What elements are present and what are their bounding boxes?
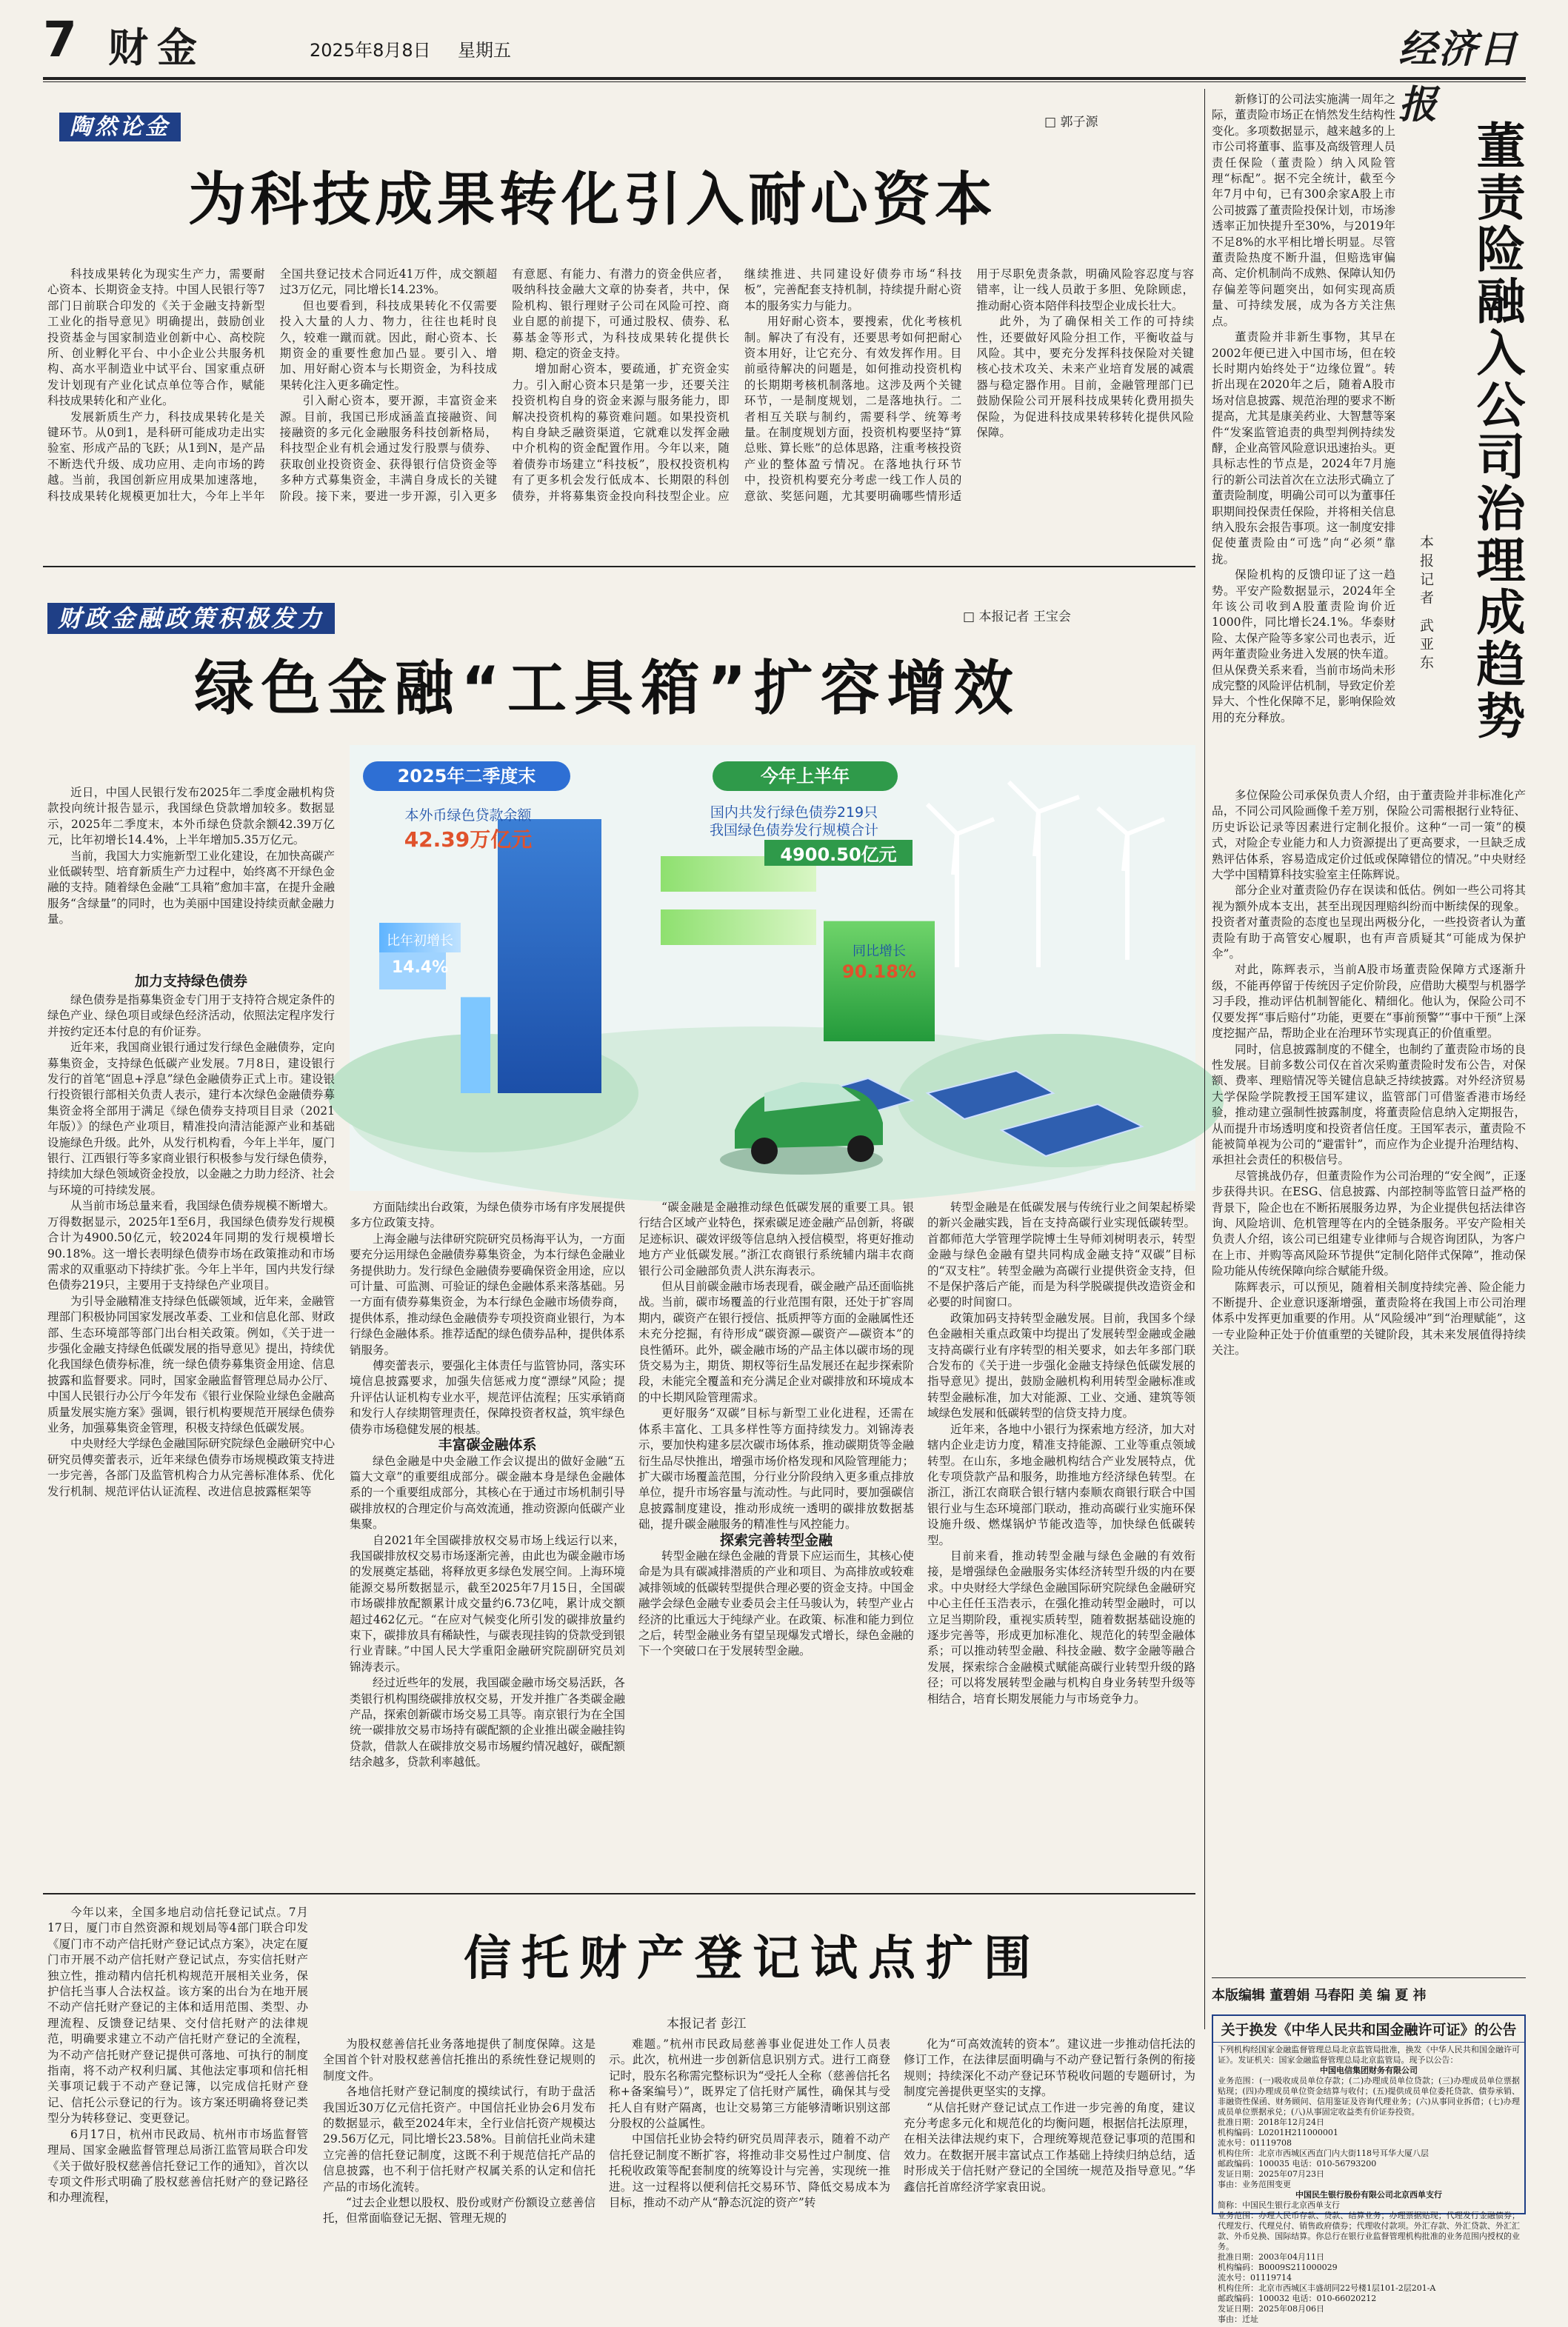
notice-body xyxy=(1213,2043,1524,2327)
paragraph: 6月17日，杭州市民政局、杭州市市场监督管理局、国家金融监督管理总局浙江监管局联合印发《关于做好股权慈善信托登记工作的通知》，首次以专项文件形式明确了股权慈善信托财产的登记路径和办理流程， xyxy=(47,2127,308,2205)
article-body xyxy=(47,1905,308,2216)
paragraph: 中国信托业协会特约研究员周萍表示，随着不动产信托登记制度不断扩容，将推动非交易性过户制度、信托税收政策等配套制度的统筹设计与完善，实现统一推进。这一过程将以便利信托交易环节、降低交易成本为目标，推动不动产从“静态沉淀的资产”转 xyxy=(609,2132,890,2210)
infographic xyxy=(350,745,1195,1191)
paragraph: 上海金融与法律研究院研究员杨海平认为，一方面要充分运用绿色金融债券募集资金，为本行绿色金融业务提供助力。发行绿色金融债券要确保资金用途，应以可计量、可监测、可验证的绿色金融体系来落基础。另一方面有债券募集资金，为本行绿色金融市场债券商，提供体系，推动绿色金融债券专项投资商业银行，为本行绿色金融体系。推荐适配的绿色债券品种，提供体系销服务。 xyxy=(350,1232,626,1357)
paragraph: 方面陆续出台政策，为绿色债券市场有序发展提供多方位政策支持。 xyxy=(350,1201,626,1230)
paragraph: 当前，我国大力实施新型工业化建设，在加快高碳产业低碳转型、培育新质生产力过程中，始终离不开绿色金融的支持。随着绿色金融“工具箱”愈加丰富，在提升金融服务“含绿量”的同时，也为美丽中国建设持续贡献金融力量。 xyxy=(47,849,335,927)
bond-text1: 国内共发行绿色债券219只 xyxy=(710,804,878,821)
notice-line: 批准日期：2018年12月24日 xyxy=(1218,2117,1324,2127)
paragraph: 傅奕蕾表示，要强化主体责任与监管协同，落实环境信息披露要求，加强失信惩戒力度“漂绿”风险；提升评估认证机构专业水平，规范评估流程；压实承销商和发行人存续期管理责任，保障投资者权益，筑牢绿色债券市场稳健发展的根基。 xyxy=(350,1359,626,1436)
masthead-rule-thin xyxy=(43,81,1526,82)
notice-line: 下列机构经国家金融监督管理总局北京监管局批准，换发《中华人民共和国金融许可证》。发证机关：国家金融监督管理总局北京监管局。现予以公告： xyxy=(1218,2045,1520,2065)
byline: □ 郭子源 xyxy=(1044,115,1098,130)
paragraph: 目前来看，推动转型金融与绿色金融的有效衔接，是增强绿色金融服务实体经济转型升级的内在要求。中央财经大学绿色金融国际研究院绿色金融研究中心主任任玉浩表示，在强化推动转型金融时，可以立足当期阶段，重视实质转型，随着数据基础设施的逐步完善等，形成更加标准化、规范化的转型金融体系；可以推动转型金融、科技金融、数字金融等融合发展，探索综合金融模式赋能高碳行业转型升级的路径；可以将发展转型金融与机构自身业务转型升级等相结合，培育长期发展能力与市场竞争力。 xyxy=(927,1549,1195,1706)
paragraph: 陈辉表示，可以预见，随着相关制度持续完善、险企能力不断提升、企业意识逐渐增强，董责险将在我国上市公司治理体系中发挥更加重要的作用。从“风险缓冲”到“治理赋能”，这一专业险种正处于价值重塑的关键阶段，其未来发展值得持续关注。 xyxy=(1212,1280,1526,1358)
bond-value: 4900.50亿元 xyxy=(764,840,913,866)
headline: 董责险融入公司治理成趋势 xyxy=(1468,120,1525,742)
paragraph: “从信托财产登记试点工作进一步完善的角度，建议充分考虑多元化和规范化的均衡问题，根据信托法原理，在相关法律法规约束下，合理统筹规范登记事项的范围和效力。在数据开展丰富试点工作基础上持续归纳总结，适时形成关于信托财产登记的全国统一规范及指导意见。”华鑫信托首席经济学家袁田说。 xyxy=(904,2100,1195,2194)
bond-growth-value: 90.18% xyxy=(842,961,916,982)
headline: 信托财产登记试点扩围 xyxy=(464,1932,1041,1986)
loan-balance-block xyxy=(498,819,601,1093)
article-body xyxy=(350,1200,625,1883)
paragraph: 各地信托财产登记制度的摸续试行，有助于盘活我国近30万亿元信托资产。中国信托业协会6月发布的数据显示，截至2024年末，全行业信托资产规模达29.56万亿元，同比增长23.58%。目前信托业尚未建立完善的信托登记制度，这既不利于规范信托产品的信息披露，也不利于信托财产权属关系的认定和信托产品的市场化流转。 xyxy=(323,2085,595,2194)
loan-growth-text: 比年初增长 xyxy=(387,933,453,949)
loan-growth-bar xyxy=(461,997,490,1093)
paragraph: 自2021年全国碳排放权交易市场上线运行以来，我国碳排放权交易市场逐渐完善，由此也为碳金融市场的发展奠定基础，将释放更多绿色发展空间。上海环境能源交易所数据显示，截至2025年7月15日，全国碳市场碳排放配额累计成交量约6.73亿吨，累计成交额超过462亿元。“在应对气候变化所引发的碳排放量约束下，碳排放具有稀缺性，与碳表现挂钩的贷款受到银行业青睐。”中国人民大学重阳金融研究院副研究员刘锦涛表示。 xyxy=(350,1533,626,1674)
column-divider xyxy=(1204,89,1205,2029)
paragraph: 绿色金融是中央金融工作会议提出的做好金融“五篇大文章”的重要组成部分。碳金融本身是绿色金融体系的一个重要组成部分，其核心在于通过市场机制引导碳排放权的合理定价与高效流通，推动资源向低碳产业集聚。 xyxy=(350,1454,626,1532)
paragraph: “过去企业想以股权、股份或财产份额设立慈善信托，但常面临登记无据、管理无规的 xyxy=(323,2196,595,2226)
notice-line: 简称：中国民生银行北京西单支行 xyxy=(1218,2200,1340,2210)
notice-line: 流水号：01119708 xyxy=(1218,2138,1292,2148)
article-body xyxy=(47,267,1194,557)
paper-logo: 经济日报 xyxy=(1398,27,1519,127)
notice-line: 流水号：01119714 xyxy=(1218,2273,1292,2283)
paragraph: 科技成果转化为现实生产力，需要耐心资本、长期资金支持。中国人民银行等7部门日前联合印发的《关于金融支持新型工业化的指导意见》明确提出，鼓励创业投资基金与国家制造业创新中心、高校院所、创业孵化平台、中小企业公共服务机构、高水平制造业中试平台、国家重点研发计划现有产业化试点单位等合作，赋能科技成果转化和产业化。 xyxy=(47,267,265,408)
notice-line: 机构住所：北京市西城区丰盛胡同22号楼1层101-2层201-A xyxy=(1218,2283,1436,2293)
paragraph: 用好耐心资本，要搜索，优化考核机制。解决了有没有，还要思考如何把耐心资本用好，让它充分、有效发挥作用。目前亟待解决的问题是，如何推动投资机构的长期期考核机制落地。这涉及两个关键环节，一是制度规划，二是落地执行。二者相互关联与制约，需要科学、统筹考量。在制度规划方面，投资机构要坚持“算总账、算长账”的总体思路，注重考核投资产业的整体盈亏情况。在落地执行环节中，投资机构要充分考虑一线工作人员的意欲、奖惩问题，尤其要明确哪些情形适用于尽职免责条款，明确风险容忍度与容错率，让一线人员敢于多胆、免除顾虑，推动耐心资本陪伴科技型企业成长壮大。 xyxy=(744,267,1194,503)
divider xyxy=(1212,1977,1526,1978)
byline: 本报记者 彭江 xyxy=(667,2017,747,2031)
divider xyxy=(43,566,1195,567)
subheading: 加力支持绿色债券 xyxy=(134,973,247,989)
paragraph: 近年来，我国商业银行通过发行绿色金融债券，定向募集资金，支持绿色低碳产业发展。7月8日，建设银行发行的首笔“固息+浮息”绿色金融债券正式上市。建设银行投资银行部相关负责人表示，建行本次绿色金融债券募集资金将全部用于满足《绿色债券支持项目目录（2021年版）》的绿色产业项目，精准投向清洁能源产业和基础设施绿色升级。此外，从发行机构看，今年上半年，厦门银行、江西银行等多家商业银行积极参与发行绿色债券，持续加大绿色领域资金投放，以金融之力助力经济、社会与环境的可持续发展。 xyxy=(47,1041,335,1197)
paragraph: 中央财经大学绿色金融国际研究院绿色金融研究中心研究员傅奕蕾表示，近年来绿色债券市场规模政策支持进一步完善，各部门及监管机构合力从完善标准体系、优化发行机制、规范评估认证流程、改进信息披露框架等 xyxy=(47,1437,335,1498)
notice-line: 机构编码：B0009S211000029 xyxy=(1218,2263,1338,2272)
paragraph: 转型金融是在低碳发展与传统行业之间架起桥梁的新兴金融实践，旨在支持高碳行业实现低碳转型。首都师范大学管理学院博士生导师刘树明表示，转型金融与绿色金融有望共同构成金融支持“双碳”目标的“双支柱”。转型金融为高碳行业提供资金支持，但不是保护落后产能，而是为科学脱碳提供改造资金和必要的时间窗口。 xyxy=(927,1201,1195,1309)
paragraph: 经过近些年的发展，我国碳金融市场交易活跃，各类银行机构围绕碳排放权交易，开发并推广各类碳金融产品，探索创新碳市场交易工具等。南京银行为在全国统一碳排放交易市场持有碳配额的企业推出碳金融挂钩贷款，借款人在碳排放交易市场履约情况越好，碳配额结余越多，贷款利率越低。 xyxy=(350,1676,626,1769)
loan-value: 42.39万亿元 xyxy=(404,827,533,852)
notice-box xyxy=(1212,2014,1526,2324)
article-lead xyxy=(47,785,335,955)
notice-line: 业务范围：(一)吸收成员单位存款；(二)办理成员单位贷款；(三)办理成员单位票据贴现；(四)办理成员单位资金结算与收付；(五)提供成员单位委托贷款、债券承销、非融资性保函、财务顾问、信用鉴证及咨询代理业务；(六)从事同业拆借；(七)办理成员单位票据承兑；(八)从事固定收益类有价证券投资。 xyxy=(1218,2076,1520,2117)
paragraph: 保险机构的反馈印证了这一趋势。平安产险数据显示，2024年全年该公司收到A股董责险询价近1000件，同比增长24.1%。华泰财险、太保产险等多家公司也表示，近两年董责险业务进入发展的快车道。但从保费关系来看，当前市场尚未形成完整的风险评估机制，导致定价差异大、个性化保障不足，影响保险效用的充分释放。 xyxy=(1212,568,1396,724)
paragraph: 但也要看到，科技成果转化不仅需要投入大量的人力、物力，往往也耗时良久，较难一蹴而就。因此，耐心资本、长期资金的重要性愈加凸显。要引入、增加、用好耐心资本与长期资金，为科技成果转化注入更多确定性。 xyxy=(279,298,498,392)
section-name: 财金 xyxy=(108,24,206,71)
paragraph: 更好服务“双碳”目标与新型工业化进程，还需在体系丰富化、工具多样性等方面持续发力。刘锦涛表示，要加快构建多层次碳市场体系，推动碳期货等金融衍生品尽快推出，增强市场价格发现和风险管理能力；扩大碳市场覆盖范围，分行业分阶段纳入更多重点排放单位，提升市场容量与流动性。与此同时，要加强碳信息披露制度建设，推动形成统一透明的碳排放数据基础，提升碳金融服务的精准性与风控能力。 xyxy=(638,1406,915,1532)
paragraph: 尽管挑战仍存，但董责险作为公司治理的“安全阀”，正逐步获得共识。在ESG、信息披露、内部控制等监管日益严格的背景下，险企也在不断拓展服务边界，为企业提供包括法律咨询、风险培训、危机管理等在内的全链条服务。平安产险相关负责人介绍，该公司已组建专业律师与合规咨询团队，为客户在上市、并购等高风险环节提供“定制化陪伴式保障”，推动保险功能从传统保障向综合赋能升级。 xyxy=(1212,1169,1526,1278)
bond-text2: 我国绿色债券发行规模合计 xyxy=(709,822,878,838)
paragraph: 近日，中国人民银行发布2025年二季度金融机构贷款投向统计报告显示，我国绿色贷款增加较多。数据显示，2025年二季度末，本外币绿色贷款余额42.39万亿元，比年初增长14.4%，上半年增加5.35万亿元。 xyxy=(47,786,335,847)
byline: □ 本报记者 王宝会 xyxy=(963,610,1071,624)
editors-credit: 本版编辑 董碧娟 马春阳 美 编 夏 祎 xyxy=(1212,1988,1427,2003)
paragraph: 近年来，各地中小银行为探索地方经济，加大对辖内企业走访力度，精准支持能源、工业等重点领域转型。在山东，多地金融机构结合产业发展特点，优化专项贷款产品和服务，助推地方经济绿色转型。在浙江，浙江农商联合银行辖内泰顺农商银行联合中国银行业与生态环境部门联动，推动高碳行业实施环保设施升级、燃煤锅炉节能改造等，加快绿色低碳转型。 xyxy=(927,1422,1195,1547)
paragraph: 化为“可高效流转的资本”。建议进一步推动信托法的修订工作，在法律层面明确与不动产登记暂行条例的衔接规则；持续深化不动产登记环节税收问题的专题研讨，为制度完善提供更坚实的支撑。 xyxy=(904,2037,1195,2099)
sidebar-body xyxy=(1212,92,1395,788)
article-body xyxy=(323,2037,595,2226)
notice-line: 中国民生银行股份有限公司北京西单支行 xyxy=(1295,2190,1442,2200)
article-body xyxy=(927,1200,1195,1883)
notice-line: 发证日期：2025年07月23日 xyxy=(1218,2169,1324,2179)
paragraph: 今年以来，全国多地启动信托登记试点。7月17日，厦门市自然资源和规划局等4部门联合印发《厦门市不动产信托财产登记试点方案》，决定在厦门市开展不动产信托财产登记试点，夯实信托财产独立性，推动精内信托机构规范开展相关业务，保护信托当事人合法权益。该方案的出台为在地开展不动产信托财产登记的主体和适用范围、类型、办理流程、反馈登记结果、交付信托财产的法律规范，明确要求建立不动产信托财产登记的全流程，为不动产信托财产登记提供可落地、可执行的制度指南，将不动产权利归属、其他法定事项和信托相关事项记载于不动产登记簿，以完成信托财产登记、信托公示登记的行为。该方案还明确将登记类型分为转移登记、变更登记。 xyxy=(47,1906,308,2126)
paragraph: 转型金融在绿色金融的背景下应运而生，其核心使命是为具有碳减排潜质的产业和项目、为高排放或较难减排领域的低碳转型提供合理必要的资金支持。中国金融学会绿色金融专业委员会主任马骏认为，转型产业占经济的比重远大于纯绿产业。在政策、标准和能力到位之后，转型金融业务有望呈现爆发式增长，绿色金融的下一个突破口在于发展转型金融。 xyxy=(638,1549,915,1658)
notice-line: 机构住所：北京市西城区西直门内大街118号耳华大厦八层 xyxy=(1218,2149,1429,2158)
notice-line: 中国电信集团财务有限公司 xyxy=(1320,2066,1418,2075)
q2-label: 2025年二季度末 xyxy=(363,761,570,791)
notice-title: 关于换发《中华人民共和国金融许可证》的公告 xyxy=(1213,2016,1524,2043)
loan-growth-value: 14.4% xyxy=(391,958,449,977)
bond-growth-text: 同比增长 xyxy=(853,944,906,959)
paragraph: 为股权慈善信托业务落地提供了制度保障。这是全国首个针对股权慈善信托推出的系统性登记规则的制度文件。 xyxy=(323,2037,595,2083)
article-body xyxy=(609,2037,890,2214)
divider xyxy=(43,1893,1195,1894)
sidebar-headline-box xyxy=(1401,90,1527,824)
paragraph: 绿色债券是指募集资金专门用于支持符合规定条件的绿色产业、绿色项目或绿色经济活动，依照法定程序发行并按约定还本付息的有价证券。 xyxy=(47,993,335,1038)
page-number: 7 xyxy=(43,11,77,68)
notice-line: 批准日期：2003年04月11日 xyxy=(1218,2252,1324,2262)
article-body xyxy=(904,2037,1195,2214)
subheading: 丰富碳金融体系 xyxy=(438,1437,537,1454)
paragraph: 对此，陈辉表示，当前A股市场董责险保障方式逐渐升级，不能再停留于传统因子定价阶段，应借助大模型与机器学习手段，推动评估机制智能化、精细化。他认为，保险公司不仅要发挥“事后赔付”功能，更要在“事前预警”“事中干预”上深度挖掘产品，帮助企业在治理环节实现真正的价值重塑。 xyxy=(1212,963,1526,1041)
notice-line: 邮政编码：100032 电话：010-66020212 xyxy=(1218,2294,1377,2303)
headline: 绿色金融“工具箱”扩容增效 xyxy=(194,654,1021,723)
notice-line: 事由：迁址 xyxy=(1218,2314,1258,2324)
loan-text: 本外币绿色贷款余额 xyxy=(404,807,532,824)
paragraph: 此外，为了确保相关工作的可持续性，还要做好风险分担工作，平衡收益与风险。其中，要充分发挥科技保险对关键核心技术攻关、未来产业培育发展的减震器与稳定器作用。目前，金融管理部门已鼓励保险公司开展科技成果转化费用损失保险，为促进科技成果转移转化提供风险保障。 xyxy=(976,315,1194,440)
paragraph: 为引导金融精准支持绿色低碳领域，近年来，金融管理部门积极协同国家发展改革委、工业和信息化部、财政部、生态环境部等部门出台相关政策。例如，《关于进一步强化金融支持绿色低碳发展的指导意见》提出，持续优化我国绿色债券标准，统一绿色债券募集资金用途、信息披露和监督要求。同时，国家金融监督管理总局办公厅、中国人民银行办公厅今年发布《银行业保险业绿色金融高质量发展实施方案》强调，银行机构要规范开展绿色债券业务，加强募集资金管理，积极支持绿色低碳发展。 xyxy=(47,1294,335,1435)
column-tag: 陶然论金 xyxy=(59,108,181,141)
weekday: 星期五 xyxy=(458,40,511,61)
paragraph: “碳金融是金融推动绿色低碳发展的重要工具。银行结合区域产业特色，探索碳足迹金融产品创新，将碳足迹标识、碳效评级等信息纳入授信模型，将更好推动地方产业低碳发展。”浙江农商银行系统辅内瑞丰农商银行公司金融部负责人洪东海表示。 xyxy=(638,1201,915,1278)
article-body xyxy=(47,992,335,1883)
paragraph: 同时，信息披露制度的不健全，也制约了董责险市场的良性发展。目前多数公司仅在首次采购董责险时发布公告，对保额、费率、理赔情况等关键信息缺乏持续披露。对外经济贸易大学保险学院教授王国军建议，监管部门可借鉴香港市场经验，推动建立强制性披露制度，将董责险信息纳入定期报告，从而提升市场透明度和投资者信任度。王国军表示，董责险不能被简单视为公司的“避雷针”，而应作为企业提升治理结构、承担社会责任的积极信号。 xyxy=(1212,1042,1526,1167)
notice-line: 事由：业务范围变更 xyxy=(1218,2180,1291,2189)
paragraph: 从当前市场总量来看，我国绿色债券规模不断增大。万得数据显示，2025年1至6月，我国绿色债券发行规模合计为4900.50亿元，较2024年同期的发行规模增长90.18%。这一增长表明绿色债券市场在政策推动和市场需求的双重驱动下持续扩张。今年上半年，国内共发行绿色债券219只，主要用于支持绿色产业项目。 xyxy=(47,1199,335,1292)
notice-line: 邮政编码：100035 电话：010-56793200 xyxy=(1218,2159,1377,2169)
notice-line: 业务范围：办理人民币存款、贷款、结算业务；办理票据贴现；代理发行金融债券；代理发行、代理兑付、销售政府债券；代理收付款项。外汇存款、外汇贷款、外汇汇款、外币兑换、国际结算。你总行在银行业监督管理机构批准的业务范围内授权的业务。 xyxy=(1218,2211,1520,2251)
sidebar-body xyxy=(1212,788,1526,1964)
byline: 本报记者 武亚东 xyxy=(1418,535,1434,674)
paragraph: 政策加码支持转型金融发展。目前，我国多个绿色金融相关重点政策中均提出了发展转型金融或金融支持高碳行业有序转型的相关要求，如去年多部门联合发布的《关于进一步强化金融支持绿色低碳发展的指导意见》提出，鼓励金融机构利用转型金融标准或转型金融标准，加大对能源、工业、交通、建筑等领域绿色发展和低碳转型的信贷支持力度。 xyxy=(927,1311,1195,1420)
paragraph: 多位保险公司承保负责人介绍，由于董责险并非标准化产品，不同公司风险画像千差万别，保险公司需根据行业特征、历史诉讼记录等因素进行定制化报价。这种“一司一策”的模式，对险企专业能力和人力资源提出了更高要求，一旦缺乏成熟评估体系，容易造成定价过低或保障错位的情况。”中央财经大学中国精算科技实验室主任陈辉说。 xyxy=(1212,789,1526,882)
masthead-rule xyxy=(43,77,1526,80)
paragraph: 部分企业对董责险仍存在误读和低估。例如一些公司将其视为额外成本支出，甚至出现因理赔纠纷而中断续保的现象。投资者对董责险的态度也呈现出两极分化，一些投资者认为董责险有助于高管安心履职，也有声音质疑其“可能成为保护伞”。 xyxy=(1212,884,1526,961)
column-tag: 财政金融政策积极发力 xyxy=(47,600,335,634)
issue-date: 2025年8月8日 xyxy=(310,40,431,61)
notice-line: 发证日期：2025年08月06日 xyxy=(1218,2304,1324,2314)
paragraph: 难题。”杭州市民政局慈善事业促进处工作人员表示。此次，杭州进一步创新信息识别方式。进行工商登记时，股东名称需完整标识为“受托人全称（慈善信托名称+备案编号）”，既界定了信托财产属性，确保其与受托人自有财产隔离，也让交易第三方能够清晰识别这部分股权的公益属性。 xyxy=(609,2037,890,2131)
notice-line: 机构编码：L0201H211000001 xyxy=(1218,2128,1338,2137)
paragraph: 增加耐心资本，要疏通，扩充资金实力。引入耐心资本只是第一步，还要关注投资机构自身的资金来源与服务能力，即解决投资机构的募资难问题。如果投资机构自身缺乏融资渠道，它就难以发挥金融中介机构的资金配置作用。今年以来，随着债券市场建立“科技板”，股权投资机构有了更多机会发行低成本、长期限的科创债券，并将募集资金投向科技型企业。应继续推进、共同建设好债券市场“科技板”，完善配套支持机制，持续提升耐心资本的服务实力与能力。 xyxy=(512,267,962,503)
h1-label: 今年上半年 xyxy=(713,761,898,791)
subheading: 探索完善转型金融 xyxy=(719,1532,833,1549)
paragraph: 引入耐心资本，要开源，丰富资金来源。目前，我国已形成涵盖直接融资、间接融资的多元化金融服务科技创新格局，科技型企业有机会通过发行股票与债券、获取创业投资资金、获得银行信贷资金等多种方式募集资金，丰满自身成长的关键阶段。接下来，要进一步开源，引入更多有意愿、有能力、有潜力的资金供应者，吸纳科技金融大文章的协奏者，共中，保险机构、银行理财子公司在风险可控、商业自愿的前提下，可通过股权、债券、私募基金等形式，为科技成果转化提供长期、稳定的资金支持。 xyxy=(279,267,730,503)
headline: 为科技成果转化引入耐心资本 xyxy=(187,167,997,233)
paragraph: 发展新质生产力，科技成果转化是关键环节。从0到1，是科研可能成功走出实验室、形成产品的飞跃；从1到N，是产品不断迭代升级、成功应用、走向市场的跨越。当前，我国创新应用成果加速落地，科技成果转化规模更加壮大，今年上半年全国共登记技术合同近41万件，成交额超过3万亿元，同比增长14.23%。 xyxy=(47,267,498,503)
paragraph: 新修订的公司法实施满一周年之际，董责险市场正在悄然发生结构性变化。多项数据显示，越来越多的上市公司将董事、监事及高级管理人员责任保险（董责险）纳入风险管理“标配”。据不完全统计，截至今年7月中旬，已有300余家A股上市公司披露了董责险投保计划，市场渗透率正加快提升至30%，与2019年不足8%的水平相比增长明显。尽管董责险热度不断升温，但赔选审偏高、定价机制尚不成熟、保障认知仍存偏差等问题突出，如何实现高质量、可持续发展，成为各方关注焦点。 xyxy=(1212,93,1396,328)
paragraph: 但从目前碳金融市场表现看，碳金融产品还面临挑战。当前，碳市场覆盖的行业范围有限，还处于扩容周期内，碳资产在银行授信、抵质押等方面的金融属性还未充分挖掘，有待形成“碳资源—碳资产—碳资本”的良性循环。此外，碳金融市场的产品主体以碳市场的现货交易为主，期货、期权等衍生品发展还在起步探索阶段，未能完全覆盖和充分满足企业对碳排放和环境成本的中长期风险管理需求。 xyxy=(638,1280,915,1404)
article-body xyxy=(638,1200,914,1883)
paragraph: 董责险并非新生事物，其早在2002年便已进入中国市场，但在较长时期内始终处于“边缘位置”。转折出现在2020年之后，随着A股市场对信息披露、规范治理的要求不断提高，尤其是康美药业、大智慧等案件“发案监管追责的典型判例持续发酵，企业高管风险意识迅速抬头。更具标志性的节点是，2024年7月施行的新公司法首次在立法形式确立了董责险制度，明确公司可以为董事任职期间投保责任保险，并将相关信息纳入股东会报告事项。这一制度安排促使董责险由“可选”向“必须”靠拢。 xyxy=(1212,330,1396,566)
